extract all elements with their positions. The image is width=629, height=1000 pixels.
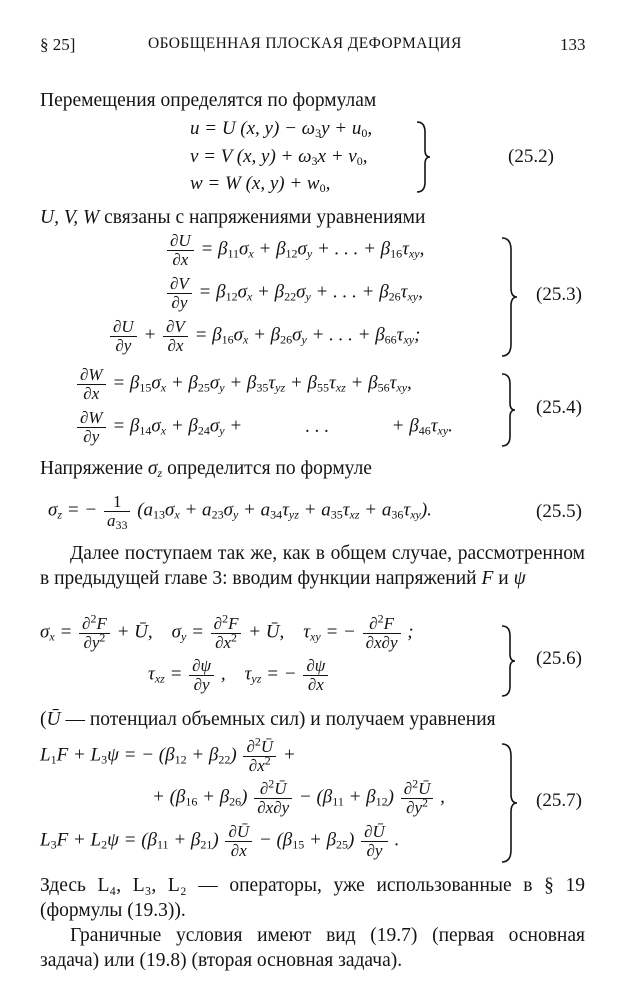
equation-25-7-line-1: $L_1F + L_3\psi$ = − $(\beta_{12} + \beta_{22})$ $\frac{\partial^2Ū}{\partial x^2}$ + xyxy=(40,734,296,775)
paragraph-displacements: Перемещения определятся по формулам xyxy=(40,90,377,111)
paragraph-boundary-conditions: Граничные условия имеют вид (19.7) (первая основная задача) или (19.8) (вторая основная задача). xyxy=(40,925,585,971)
brace-25-3 xyxy=(500,236,518,358)
paragraph-uvw: U, V, W связаны с напряжениями уравнениями xyxy=(40,207,426,228)
equation-25-4-line-1: $\frac{\partial W}{\partial x}$ = $\beta_{15}\sigma_x + \beta_{25}\sigma_y + \beta_{35}\tau_{yz} + \beta_{55}\tau_{xz} + \beta_{56}\tau_{xy}$, xyxy=(75,366,412,403)
running-head-title: ОБОБЩЕННАЯ ПЛОСКАЯ ДЕФОРМАЦИЯ xyxy=(148,35,462,52)
equation-25-3-line-2: $\frac{\partial V}{\partial y}$ = $\beta_{12}\sigma_x + \beta_{22}\sigma_y$ + . . . + $\beta_{26}\tau_{xy}$, xyxy=(165,275,423,312)
equation-25-3-line-3: $\frac{\partial U}{\partial y}$ + $\frac{\partial V}{\partial x}$ = $\beta_{16}\sigma_x + \beta_{26}\sigma_y$ + . . . + $\beta_{66}\tau_{xy}$; xyxy=(108,318,420,355)
paragraph-body-force-potential: (Ū — потенциал объемных сил) и получаем уравнения xyxy=(40,709,496,730)
equation-25-6-line-1: $\sigma_x$ = $\frac{\partial^2F}{\partial y^2}$ + Ū, $\sigma_y$ = $\frac{\partial^2F}{\partial x^2}$ + Ū, $\tau_{xy}$ = − $\frac{\partial^2F}{\partial x\partial y}$ ; xyxy=(40,611,414,652)
page-number: 133 xyxy=(560,35,586,54)
brace-25-4 xyxy=(500,372,516,448)
equation-number: (25.2) xyxy=(508,146,554,167)
equation-number: (25.4) xyxy=(536,397,582,418)
brace-25-6 xyxy=(500,624,516,698)
paragraph-stress-functions: Далее поступаем так же, как в общем случае, рассмотренном в предыдущей главе 3: вводим функции напряжений F и ψ xyxy=(40,543,585,589)
equation-number: (25.3) xyxy=(536,284,582,305)
equation-25-4-line-2: $\frac{\partial W}{\partial y}$ = $\beta_{14}\sigma_x + \beta_{24}\sigma_y$ + . . . + $\beta_{46}\tau_{xy}$. xyxy=(75,409,453,446)
equation-25-7-line-3: $L_3F + L_2\psi = (\beta_{11} + \beta_{21})$ $\frac{\partial Ū}{\partial x}$ − $(\beta_{15} + \beta_{25})$ $\frac{\partial Ū}{\partial y}$ . xyxy=(40,822,400,860)
equation-25-2-line-3: w = W (x, $y) + w_0$, xyxy=(190,173,331,195)
equation-25-2-line-1: u = U (x, $y) - \omega_3y + u_0$, xyxy=(190,118,373,140)
equation-25-3-line-1: $\frac{\partial U}{\partial x}$ = $\beta_{11}\sigma_x + \beta_{12}\sigma_y$ + . . . + $\beta_{16}\tau_{xy}$, xyxy=(165,232,424,269)
equation-25-6-line-2: $\tau_{xz}$ = $\frac{\partial\psi}{\partial y}$ , $\tau_{yz}$ = − $\frac{\partial\psi}{\partial x}$ xyxy=(148,657,330,694)
equation-25-7-line-2: + $(\beta_{16} + \beta_{26})$ $\frac{\partial^2Ū}{\partial x\partial y}$ − $(\beta_{11} + \beta_{12})$ $\frac{\partial^2Ū}{\partial y^2}$ , xyxy=(152,776,445,817)
paragraph-stress-sigma-z: Напряжение $\sigma_z$ определится по формуле xyxy=(40,458,372,480)
brace-25-7 xyxy=(500,742,518,864)
equation-25-5: $\sigma_z$ = − $\frac{1}{a_{33}}$ $(a_{13}\sigma_x + a_{23}\sigma_y + a_{34}\tau_{yz} + a_{35}\tau_{xz} + a_{36}\tau_{xy})$. xyxy=(48,492,432,532)
equation-number: (25.7) xyxy=(536,790,582,811)
brace-25-2 xyxy=(415,120,431,194)
equation-25-2-line-2: v = V (x, $y) + \omega_3x + v_0$, xyxy=(190,146,368,168)
paragraph-operators-reference: Здесь L₄, L₃, L₂ — операторы, уже использованные в § 19 (формулы (19.3)). xyxy=(40,875,585,921)
equation-number: (25.5) xyxy=(536,501,582,522)
equation-number: (25.6) xyxy=(536,648,582,669)
running-head-section: § 25] xyxy=(40,35,76,54)
